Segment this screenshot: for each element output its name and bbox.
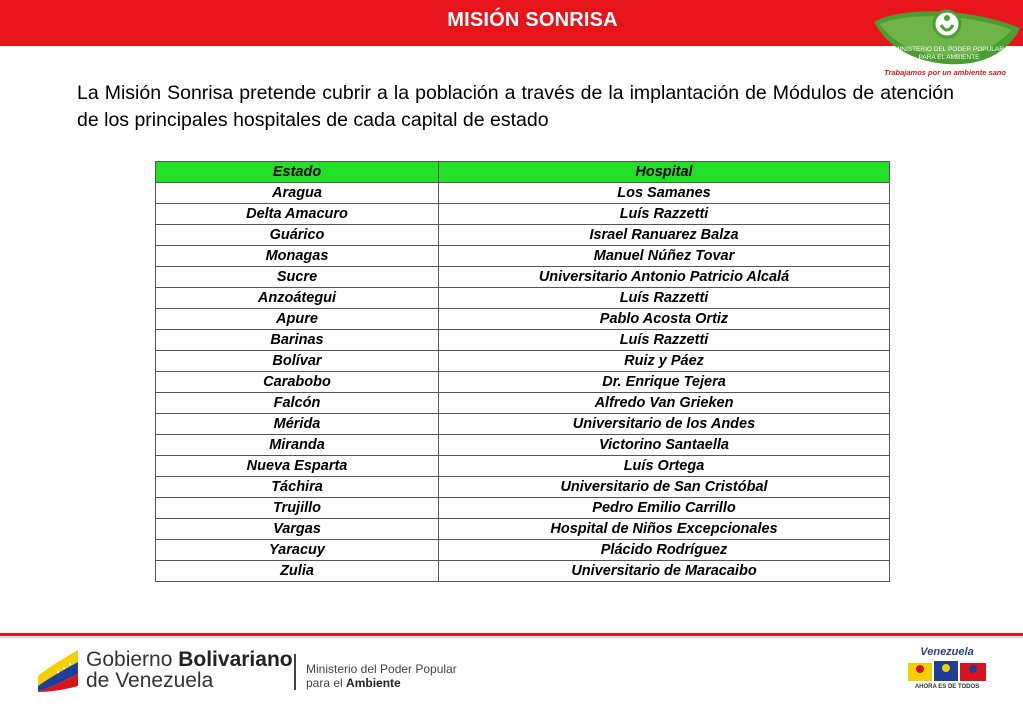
table-row (156, 372, 890, 393)
ministry-line2-a: para el (306, 676, 343, 690)
footer-logo-divider (294, 654, 296, 690)
estado-cell: Sucre (156, 267, 439, 288)
venezuela-name: Venezuela (920, 646, 974, 658)
estado-cell: Trujillo (156, 498, 439, 519)
estado-cell: Falcón (156, 393, 439, 414)
gob-line1-a: Gobierno (86, 648, 173, 671)
hospital-cell: Victorino Santaella (439, 435, 890, 456)
hospital-cell: Luís Razzetti (439, 330, 890, 351)
hospital-cell: Plácido Rodríguez (439, 540, 890, 561)
table-row (156, 414, 890, 435)
column-header-estado: Estado (156, 162, 439, 183)
logo-tagline: Trabajamos por un ambiente sano (884, 68, 1006, 77)
table-row (156, 288, 890, 309)
table-row (156, 477, 890, 498)
hospital-cell: Luís Razzetti (439, 288, 890, 309)
venezuela-slogan: AHORA ES DE TODOS (914, 684, 980, 690)
footer-divider-red (0, 633, 1023, 636)
table-row (156, 519, 890, 540)
table-row (156, 456, 890, 477)
ministry-line2-b: Ambiente (346, 676, 401, 690)
flag-icon (36, 646, 80, 692)
estado-cell: Anzoátegui (156, 288, 439, 309)
estado-cell: Zulia (156, 561, 439, 582)
ministry-line1: Ministerio del Poder Popular (306, 662, 457, 676)
logo-ministry-text: MINISTERIO DEL PODER POPULAR PARA EL AMBIENTE (894, 46, 1004, 61)
estado-cell: Táchira (156, 477, 439, 498)
table-row (156, 183, 890, 204)
table-row (156, 393, 890, 414)
hospital-cell: Pablo Acosta Ortiz (439, 309, 890, 330)
hospital-cell: Hospital de Niños Excepcionales (439, 519, 890, 540)
table-row (156, 330, 890, 351)
table-row (156, 225, 890, 246)
estado-cell: Aragua (156, 183, 439, 204)
header-bar (0, 0, 1023, 46)
hospital-cell: Universitario Antonio Patricio Alcalá (439, 267, 890, 288)
estado-cell: Mérida (156, 414, 439, 435)
estado-cell: Nueva Esparta (156, 456, 439, 477)
hospital-cell: Manuel Núñez Tovar (439, 246, 890, 267)
hospital-cell: Luís Ortega (439, 456, 890, 477)
table-row (156, 204, 890, 225)
footer-divider-gray (0, 637, 1023, 638)
hospital-cell: Alfredo Van Grieken (439, 393, 890, 414)
gob-line1-b: Bolivariano (178, 648, 293, 671)
table-row (156, 267, 890, 288)
ministry-footer-name (306, 662, 457, 690)
estado-cell: Guárico (156, 225, 439, 246)
hospital-cell: Ruiz y Páez (439, 351, 890, 372)
estado-cell: Bolívar (156, 351, 439, 372)
hospital-cell: Pedro Emilio Carrillo (439, 498, 890, 519)
people-figures-icon (906, 659, 988, 683)
gob-line2: de Venezuela (86, 669, 214, 692)
table-row (156, 309, 890, 330)
estado-cell: Vargas (156, 519, 439, 540)
estado-cell: Delta Amacuro (156, 204, 439, 225)
page-title: MISIÓN SONRISA (447, 9, 618, 31)
hospital-table (155, 161, 890, 582)
intro-paragraph: La Misión Sonrisa pretende cubrir a la población a través de la implantación de Módulos de atención de los principales hospitales de cada capital de estado (77, 82, 954, 131)
table-row (156, 540, 890, 561)
hospital-cell: Los Samanes (439, 183, 890, 204)
estado-cell: Apure (156, 309, 439, 330)
ministry-logo (872, 6, 1022, 86)
estado-cell: Barinas (156, 330, 439, 351)
hospital-cell: Universitario de los Andes (439, 414, 890, 435)
estado-cell: Yaracuy (156, 540, 439, 561)
estado-cell: Carabobo (156, 372, 439, 393)
hospital-cell: Universitario de San Cristóbal (439, 477, 890, 498)
hospital-cell: Luís Razzetti (439, 204, 890, 225)
table-row (156, 498, 890, 519)
hospital-cell: Dr. Enrique Tejera (439, 372, 890, 393)
gobierno-name (86, 649, 293, 691)
hospital-cell: Universitario de Maracaibo (439, 561, 890, 582)
table-row (156, 561, 890, 582)
table-header-row (156, 162, 890, 183)
estado-cell: Monagas (156, 246, 439, 267)
venezuela-ahora-es-de-todos-logo (906, 646, 988, 694)
column-header-hospital: Hospital (439, 162, 890, 183)
table-row (156, 351, 890, 372)
table-row (156, 246, 890, 267)
table-row (156, 435, 890, 456)
hospital-cell: Israel Ranuarez Balza (439, 225, 890, 246)
estado-cell: Miranda (156, 435, 439, 456)
gobierno-bolivariano-logo (36, 644, 476, 696)
